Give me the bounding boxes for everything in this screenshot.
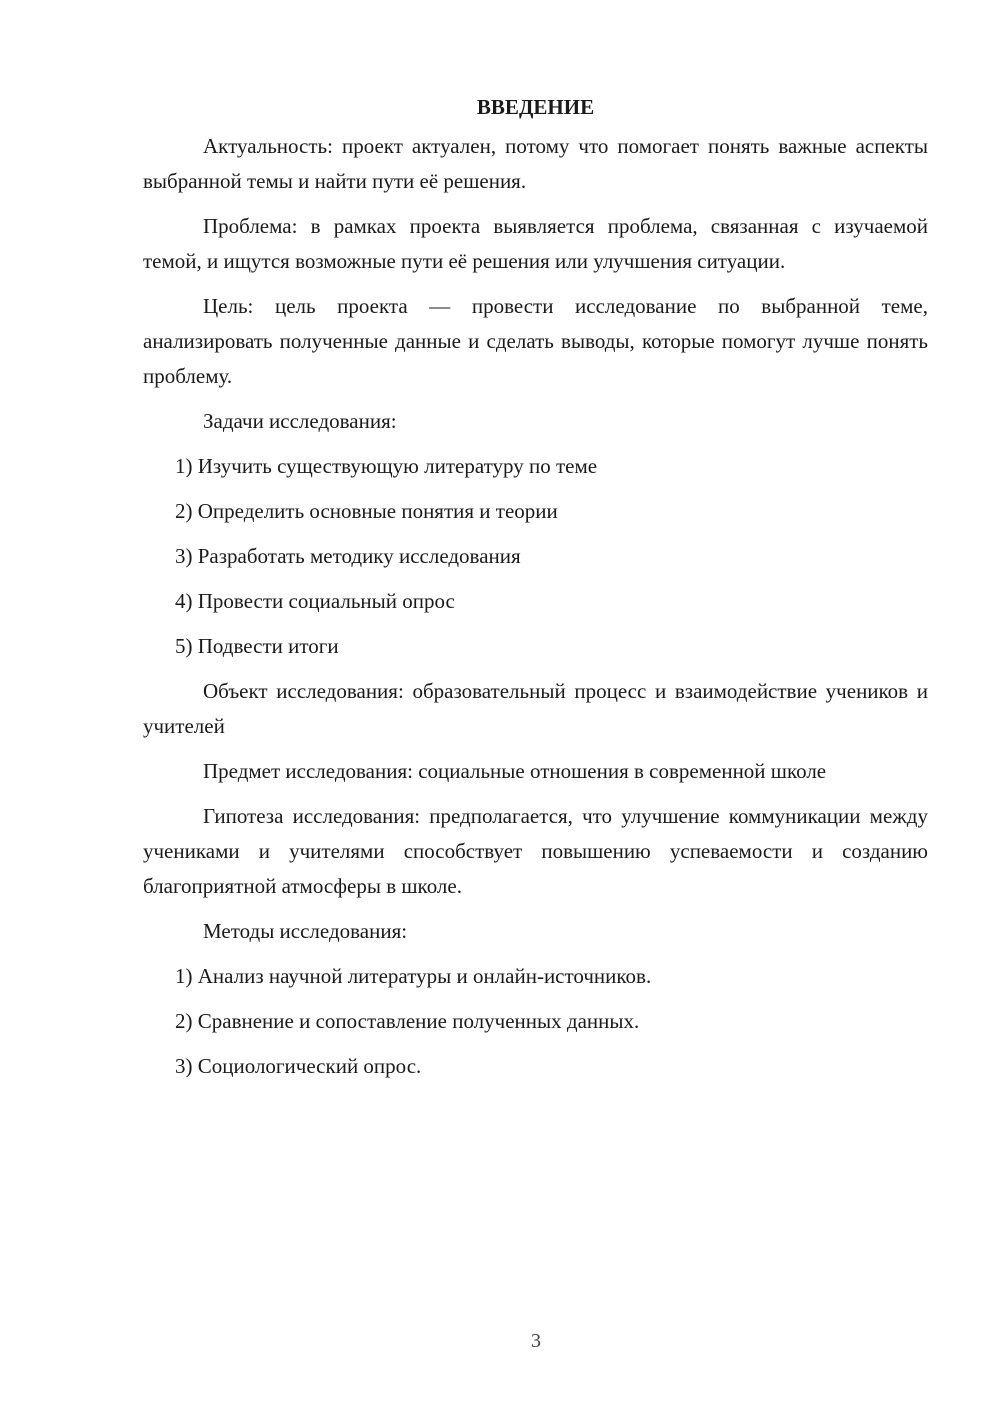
document-page	[143, 90, 928, 1094]
task-item-1: 1) Изучить существующую литературу по теме	[175, 454, 598, 478]
task-item-4: 4) Провести социальный опрос	[175, 589, 455, 613]
goal-paragraph: Цель: цель проекта — провести исследование по выбранной теме, анализировать полученные данные и сделать выводы, которые помогут лучше понять проблему.	[143, 294, 928, 388]
section-title: ВВЕДЕНИЕ	[476, 95, 595, 119]
hypothesis-paragraph: Гипотеза исследования: предполагается, что улучшение коммуникации между учениками и учителями способствует повышению успеваемости и созданию благоприятной атмосферы в школе.	[143, 804, 928, 898]
methods-heading: Методы исследования:	[203, 919, 408, 943]
problem-paragraph: Проблема: в рамках проекта выявляется проблема, связанная с изучаемой темой, и ищутся возможные пути её решения или улучшения ситуации.	[143, 214, 928, 273]
subject-paragraph: Предмет исследования: социальные отношения в современной школе	[203, 759, 827, 783]
object-paragraph: Объект исследования: образовательный процесс и взаимодействие учеников и учителей	[143, 679, 928, 738]
method-item-2: 2) Сравнение и сопоставление полученных данных.	[175, 1009, 640, 1033]
method-item-1: 1) Анализ научной литературы и онлайн-источников.	[175, 964, 652, 988]
page-number: 3	[531, 1330, 541, 1352]
tasks-heading: Задачи исследования:	[203, 409, 397, 433]
task-item-3: 3) Разработать методику исследования	[175, 544, 521, 568]
method-item-3: 3) Социологический опрос.	[175, 1054, 422, 1078]
task-item-5: 5) Подвести итоги	[175, 634, 339, 658]
relevance-paragraph: Актуальность: проект актуален, потому что помогает понять важные аспекты выбранной темы и найти пути её решения.	[143, 134, 928, 193]
task-item-2: 2) Определить основные понятия и теории	[175, 499, 558, 523]
